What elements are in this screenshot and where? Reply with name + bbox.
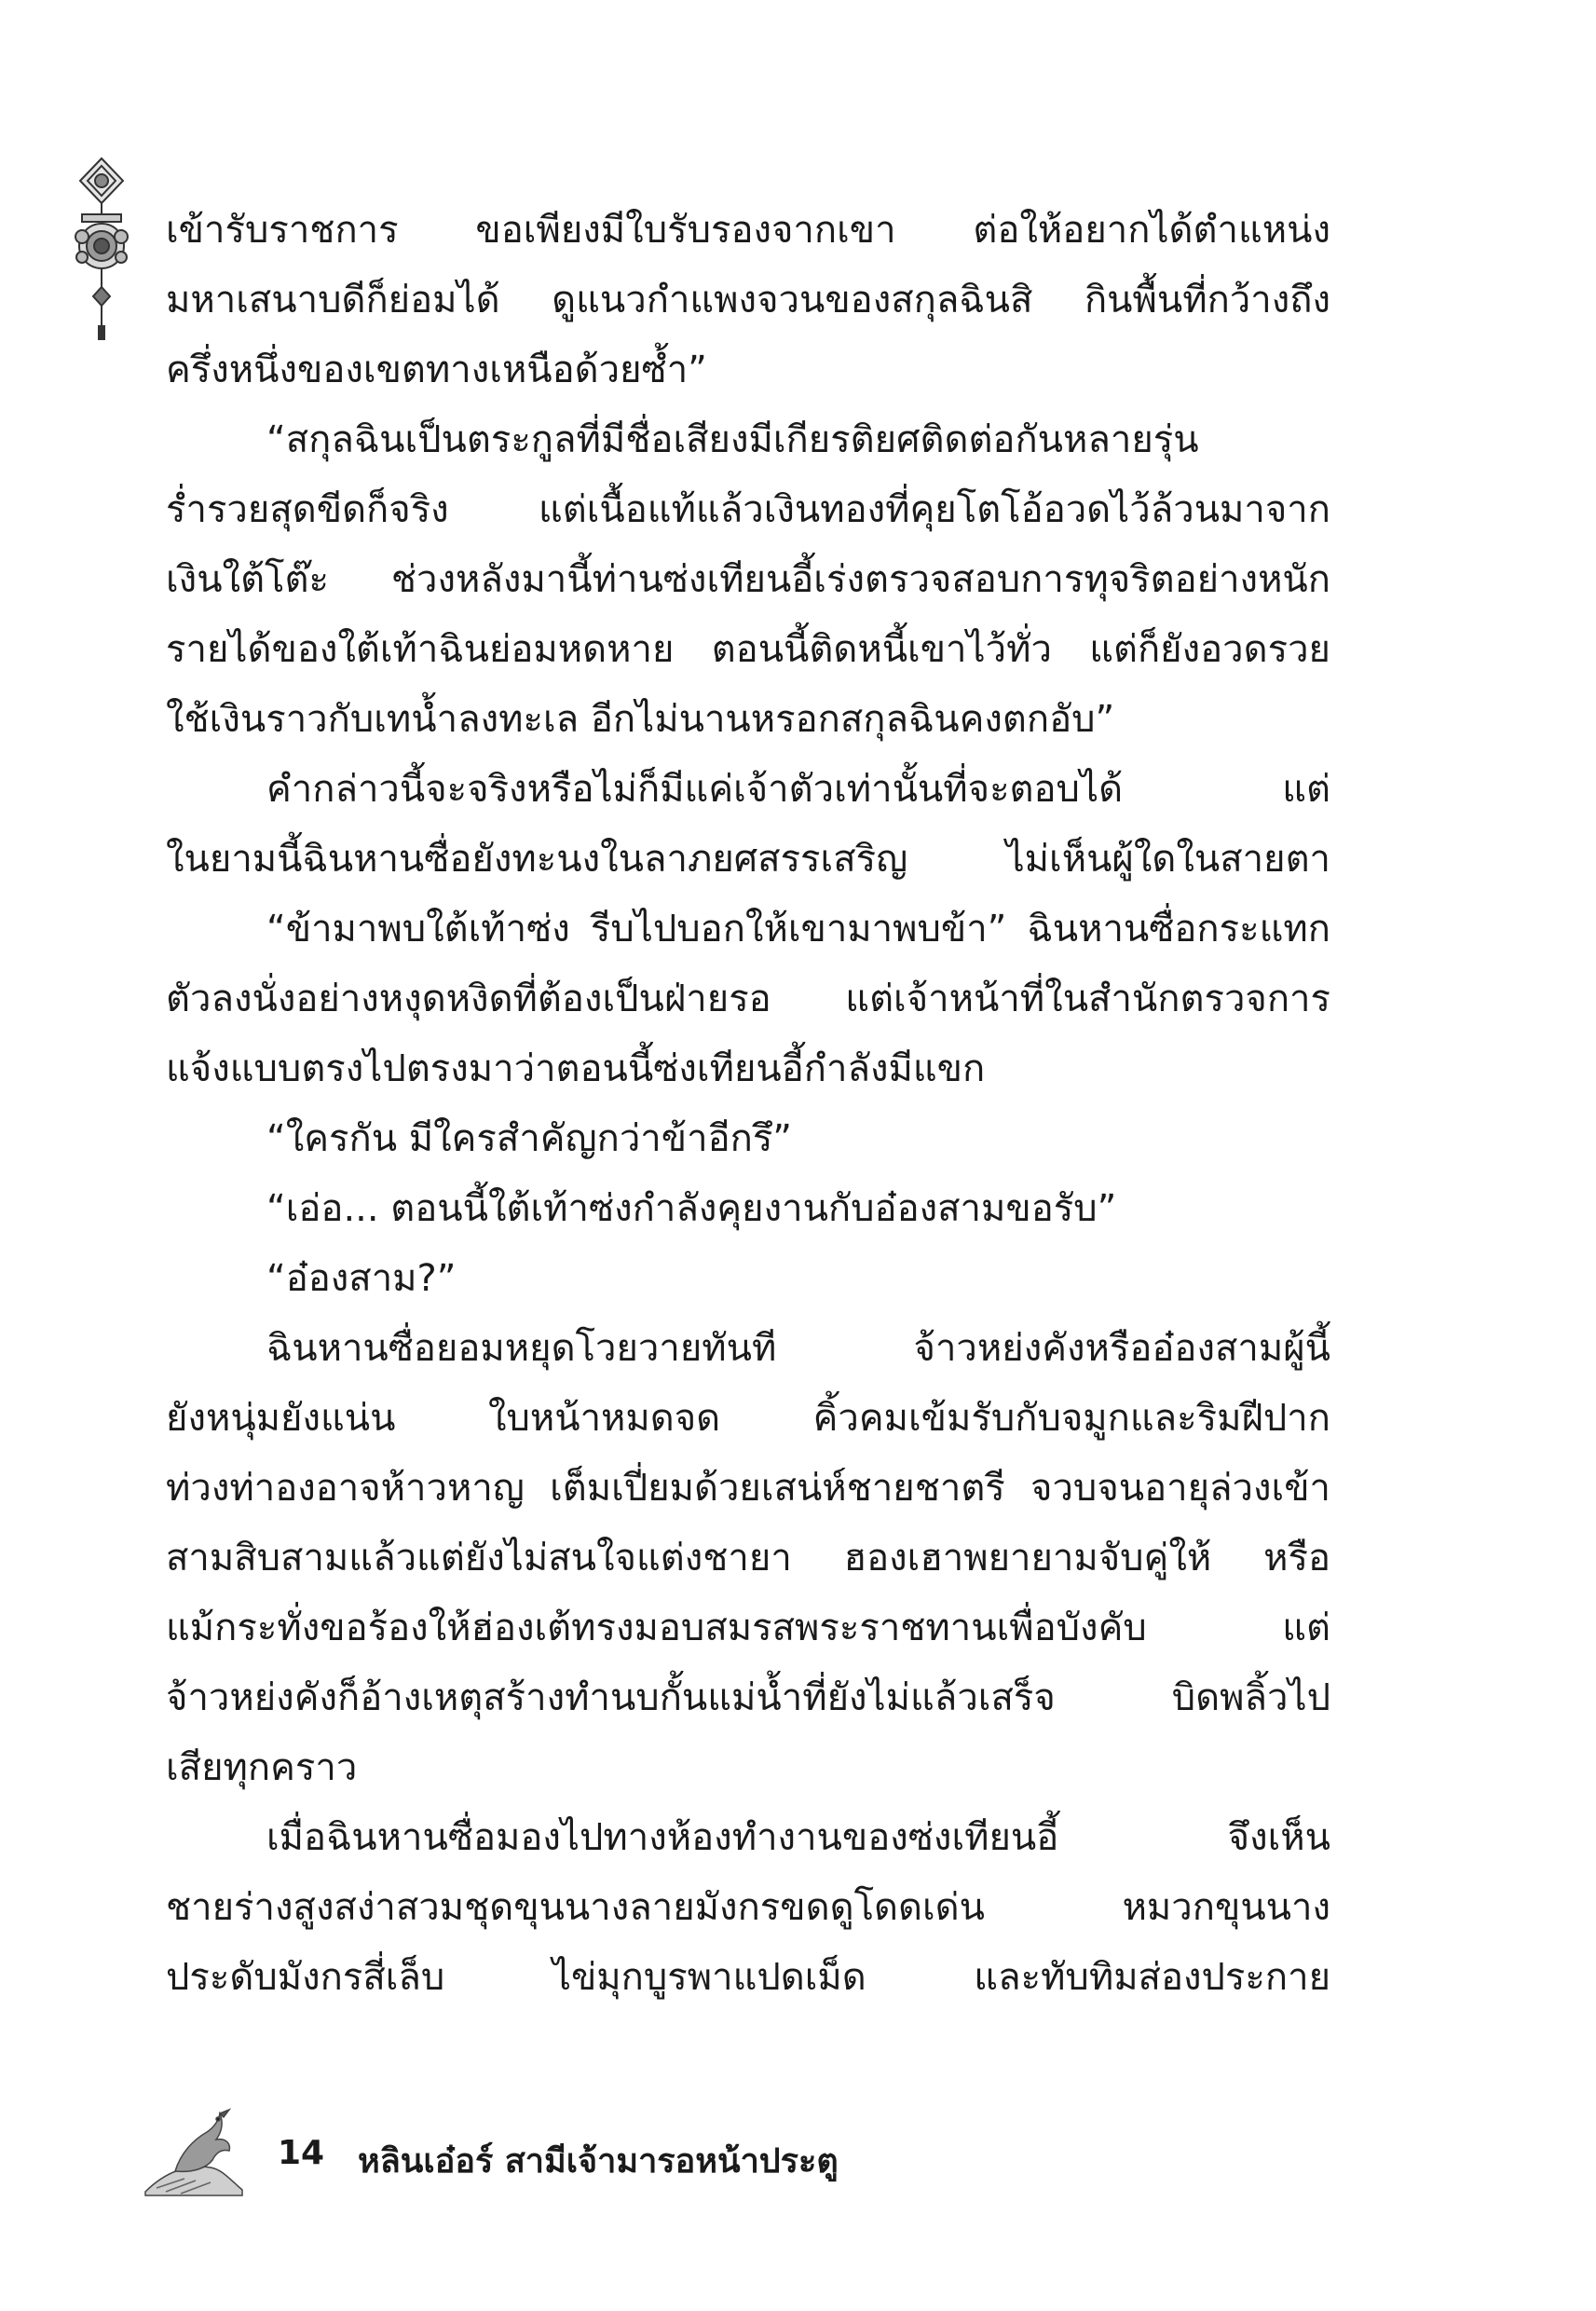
text-line: เข้ารับราชการ ขอเพียงมีใบรับรองจากเขา ต่อให้อยากได้ตำแหน่ง [166,209,1330,252]
page-number: 14 [278,2134,325,2172]
book-title: หลินเอ๋อร์ สามีเจ้ามารอหน้าประตู [358,2142,839,2181]
text-line: “ใครกัน มีใครสำคัญกว่าข้าอีกรึ” [266,1117,793,1160]
text-line: ร่ำรวยสุดขีดก็จริง แต่เนื้อแท้แล้วเงินทองที่คุยโตโอ้อวดไว้ล้วนมาจาก [166,488,1330,531]
text-line: เสียทุกคราว [166,1746,358,1789]
text-line: จ้าวหย่งคังก็อ้างเหตุสร้างทำนบกั้นแม่น้ำที่ยังไม่แล้วเสร็จ บิดพลิ้วไป [166,1676,1330,1719]
text-line: ตัวลงนั่งอย่างหงุดหงิดที่ต้องเป็นฝ่ายรอ แต่เจ้าหน้าที่ในสำนักตรวจการ [166,978,1330,1020]
text-line: “สกุลฉินเป็นตระกูลที่มีชื่อเสียงมีเกียรติยศติดต่อกันหลายรุ่น [266,418,1199,461]
page-footer [138,2106,976,2199]
text-line: สามสิบสามแล้วแต่ยังไม่สนใจแต่งชายา ฮองเฮาพยายามจับคู่ให้ หรือ [166,1537,1330,1579]
text-line: ครึ่งหนึ่งของเขตทางเหนือด้วยซ้ำ” [166,349,707,391]
text-line: ใช้เงินราวกับเทน้ำลงทะเล อีกไม่นานหรอกสกุลฉินคงตกอับ” [166,698,1115,741]
text-line: มหาเสนาบดีก็ย่อมได้ ดูแนวกำแพงจวนของสกุลฉินสิ กินพื้นที่กว้างถึง [166,279,1330,321]
text-line: “ข้ามาพบใต้เท้าซ่ง รีบไปบอกให้เขามาพบข้า” ฉินหานซื่อกระแทก [266,908,1330,950]
bird-ornament-icon [138,2106,250,2199]
text-line: “อ๋องสาม?” [266,1257,457,1300]
text-line: แจ้งแบบตรงไปตรงมาว่าตอนนี้ซ่งเทียนอี้กำลังมีแขก [166,1047,986,1090]
text-line: “เอ่อ... ตอนนี้ใต้เท้าซ่งกำลังคุยงานกับอ๋องสามขอรับ” [266,1187,1117,1230]
text-line: รายได้ของใต้เท้าฉินย่อมหดหาย ตอนนี้ติดหนี้เขาไว้ทั่ว แต่ก็ยังอวดรวย [166,628,1330,671]
text-line: เงินใต้โต๊ะ ช่วงหลังมานี้ท่านซ่งเทียนอี้เร่งตรวจสอบการทุจริตอย่างหนัก [166,558,1330,601]
text-line: ในยามนี้ฉินหานซื่อยังทะนงในลาภยศสรรเสริญ ไม่เห็นผู้ใดในสายตา [166,838,1330,881]
text-line: เมื่อฉินหานซื่อมองไปทางห้องทำงานของซ่งเทียนอี้ จึงเห็น [266,1816,1330,1859]
text-line: ประดับมังกรสี่เล็บ ไข่มุกบูรพาแปดเม็ด และทับทิมส่องประกาย [166,1956,1330,1999]
body-text [166,196,1330,2013]
text-line: ฉินหานซื่อยอมหยุดโวยวายทันที จ้าวหย่งคังหรืออ๋องสามผู้นี้ [266,1327,1330,1370]
text-line: ท่วงท่าองอาจห้าวหาญ เต็มเปี่ยมด้วยเสน่ห์ชายชาตรี จวบจนอายุล่วงเข้า [166,1467,1330,1510]
text-line: คำกล่าวนี้จะจริงหรือไม่ก็มีแค่เจ้าตัวเท่านั้นที่จะตอบได้ แต่ [266,768,1330,811]
top-ornament-icon [69,157,134,343]
text-line: ชายร่างสูงสง่าสวมชุดขุนนางลายมังกรขดดูโดดเด่น หมวกขุนนาง [166,1886,1330,1929]
text-line: ยังหนุ่มยังแน่น ใบหน้าหมดจด คิ้วคมเข้มรับกับจมูกและริมฝีปาก [166,1397,1330,1440]
text-line: แม้กระทั่งขอร้องให้ฮ่องเต้ทรงมอบสมรสพระราชทานเพื่อบังคับ แต่ [166,1607,1330,1649]
